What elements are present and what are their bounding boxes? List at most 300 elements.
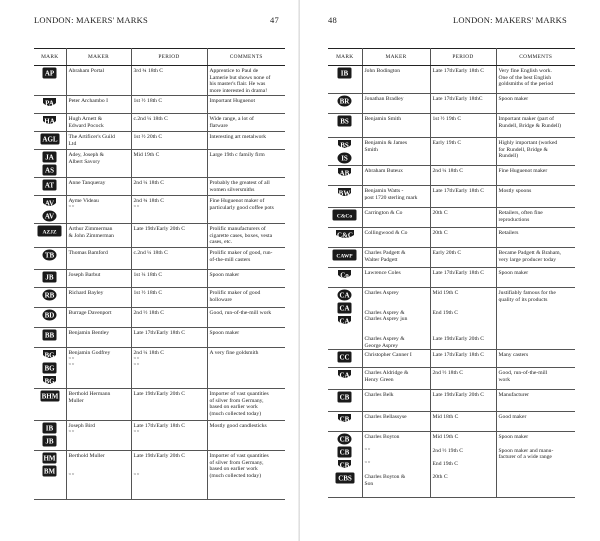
maker-cell bbox=[66, 308, 131, 328]
period-cell-line: Mid 18th C bbox=[432, 414, 459, 421]
period-cell-line: 1st ½ 18th C bbox=[133, 98, 163, 104]
hallmark-stamp bbox=[42, 197, 57, 209]
maker-cell-line: Charles Belk bbox=[364, 392, 394, 399]
period-cell-line bbox=[134, 460, 205, 467]
hallmark-initials: AP bbox=[45, 69, 55, 78]
period-cell-line: 20th C bbox=[432, 473, 448, 480]
hallmark-stamp bbox=[337, 351, 352, 363]
maker-cell-line: Benjamin Watts - bbox=[364, 188, 404, 194]
hallmark-stamp bbox=[42, 179, 57, 191]
comments-cell-line: (much collected today) bbox=[209, 410, 262, 417]
hallmark-initials: AV bbox=[45, 212, 55, 221]
maker-cell bbox=[362, 288, 430, 350]
maker-row bbox=[328, 114, 575, 138]
maker-cell-line bbox=[365, 323, 428, 330]
hallmark-initials: C&C bbox=[336, 231, 353, 240]
maker-cell-line: Charles Asprey & bbox=[364, 336, 405, 343]
maker-cell bbox=[66, 196, 131, 224]
hallmark-initials: AZJZ bbox=[42, 229, 57, 236]
comments-cell-line: Retailers, often fine bbox=[498, 210, 543, 216]
period-cell-line bbox=[433, 467, 494, 474]
hallmark-stamp bbox=[42, 151, 57, 163]
column-header-period: PERIOD bbox=[430, 49, 496, 66]
maker-cell-line: The Artificer's Guild bbox=[68, 134, 115, 140]
maker-row bbox=[34, 421, 285, 451]
comments-cell-line: Manufacturer bbox=[498, 392, 529, 399]
maker-row bbox=[34, 270, 285, 288]
maker-cell bbox=[66, 114, 131, 132]
maker-cell bbox=[362, 208, 430, 228]
period-cell-line: 3rd ¾ 18th C bbox=[133, 68, 164, 74]
period-cell bbox=[131, 224, 207, 248]
hallmark-stamp bbox=[337, 459, 352, 471]
mark-cell bbox=[328, 248, 362, 268]
hallmark-stamp bbox=[337, 446, 352, 458]
maker-cell bbox=[66, 270, 131, 288]
maker-row bbox=[328, 228, 575, 248]
maker-cell-line: Charles Aldridge & bbox=[364, 370, 409, 377]
comments-cell-line: reproductions bbox=[498, 216, 530, 223]
comments-cell bbox=[496, 166, 575, 186]
hallmark-initials: Co bbox=[340, 271, 350, 280]
hallmark-stamp bbox=[42, 435, 57, 447]
hallmark-stamp bbox=[337, 433, 352, 445]
hallmark-initials: BG bbox=[44, 351, 55, 360]
comments-cell-line: Good maker bbox=[498, 414, 527, 421]
period-cell-line: Late 17th/Early 18th C bbox=[432, 188, 484, 194]
hallmark-initials: BS bbox=[340, 117, 350, 126]
mark-cell bbox=[328, 228, 362, 248]
period-cell bbox=[131, 178, 207, 196]
hallmark-initials: AS bbox=[45, 166, 55, 175]
hallmark-stamp bbox=[337, 413, 352, 425]
comments-cell-line: for Rundell, Bridge & bbox=[498, 146, 548, 153]
comments-cell-line: Spoon maker and manu- bbox=[498, 447, 554, 454]
maker-cell bbox=[362, 138, 430, 166]
maker-cell-line: " " bbox=[68, 472, 75, 479]
maker-cell-line: Richard Bayley bbox=[68, 290, 104, 296]
period-cell bbox=[430, 368, 496, 390]
period-cell-line: Late 17th/Early 18thC bbox=[432, 96, 483, 102]
comments-cell bbox=[207, 288, 285, 308]
hallmark-stamp bbox=[42, 465, 57, 477]
maker-row bbox=[34, 248, 285, 270]
maker-cell-line: Charles Asprey jun bbox=[364, 316, 408, 323]
period-cell-line: Late 17th/Early 18th C bbox=[432, 68, 484, 74]
maker-cell-line: Adey, Joseph & bbox=[68, 152, 105, 158]
maker-cell-line: Lawrence Coles bbox=[364, 270, 401, 276]
comments-cell-line: Prolific manufacturers of bbox=[209, 226, 266, 232]
comments-cell bbox=[207, 178, 285, 196]
period-cell-line: Mid 19th C bbox=[432, 290, 459, 296]
maker-row bbox=[328, 166, 575, 186]
maker-cell bbox=[66, 178, 131, 196]
period-cell-line: End 19th C bbox=[432, 309, 458, 316]
hallmark-initials: AT bbox=[45, 181, 55, 190]
mark-cell bbox=[34, 451, 66, 500]
hallmark-initials: BW bbox=[338, 189, 351, 198]
comments-cell-line: Importer of vast quantities bbox=[209, 391, 269, 397]
hallmark-initials: CB bbox=[339, 461, 350, 470]
comments-cell-line: Important Huguenot bbox=[209, 98, 256, 104]
hallmark-stamp bbox=[337, 269, 352, 281]
hallmark-stamp bbox=[42, 362, 57, 374]
comments-cell-line: Large 19th c family firm bbox=[209, 152, 265, 158]
comments-cell bbox=[207, 248, 285, 270]
maker-row bbox=[328, 186, 575, 208]
hallmark-initials: CC bbox=[339, 353, 350, 362]
maker-cell-line: Berthold Hermann bbox=[68, 391, 111, 397]
comments-cell-line: Mostly good candlesticks bbox=[209, 423, 267, 429]
hallmark-stamp bbox=[42, 210, 57, 222]
comments-cell-line: cases, etc. bbox=[209, 239, 233, 246]
right-header-title: LONDON: MAKERS' MARKS bbox=[453, 15, 567, 25]
maker-cell bbox=[362, 94, 430, 114]
maker-cell-line bbox=[365, 454, 428, 461]
period-cell bbox=[131, 196, 207, 224]
maker-cell-line bbox=[365, 297, 428, 304]
period-cell bbox=[430, 186, 496, 208]
maker-cell-line: Collingwood & Co bbox=[364, 230, 408, 236]
comments-cell bbox=[496, 368, 575, 390]
mark-cell bbox=[328, 350, 362, 368]
maker-row bbox=[328, 350, 575, 368]
period-cell-line: Early 20th C bbox=[432, 250, 462, 256]
period-cell-line: Late 19th/Early 20th C bbox=[432, 336, 484, 343]
comments-cell bbox=[207, 389, 285, 421]
maker-cell-line: Charles Padgett & bbox=[364, 250, 406, 256]
mark-cell bbox=[328, 288, 362, 350]
mark-cell bbox=[34, 328, 66, 348]
comments-cell bbox=[207, 328, 285, 348]
maker-cell bbox=[66, 389, 131, 421]
column-header-period: PERIOD bbox=[131, 49, 207, 66]
hallmark-stamp bbox=[40, 390, 60, 402]
mark-cell bbox=[34, 288, 66, 308]
comments-cell-line: cigarette cases, boxes, vesta bbox=[209, 232, 273, 239]
maker-cell-line: Smith bbox=[364, 146, 378, 153]
hallmark-stamp bbox=[335, 229, 355, 241]
hallmark-initials: CA bbox=[339, 304, 350, 313]
comments-cell-line: A very fine goldsmith bbox=[209, 350, 259, 356]
maker-cell bbox=[362, 350, 430, 368]
comments-cell bbox=[496, 208, 575, 228]
maker-cell-line: & John Zimmerman bbox=[68, 232, 114, 239]
hallmark-stamp bbox=[42, 375, 57, 387]
comments-cell-line: work bbox=[498, 376, 510, 383]
period-cell bbox=[131, 328, 207, 348]
maker-row bbox=[328, 138, 575, 166]
comments-cell bbox=[496, 94, 575, 114]
comments-cell-line: of silver from Germany, bbox=[209, 397, 264, 404]
maker-row bbox=[328, 208, 575, 228]
comments-cell-line: of silver from Germany, bbox=[209, 459, 264, 466]
maker-cell-line: Son bbox=[364, 480, 374, 487]
period-cell-line bbox=[134, 466, 205, 473]
maker-row bbox=[34, 389, 285, 421]
period-cell-line: Late 17th/Early 18th C bbox=[133, 330, 185, 336]
comments-cell-line: Spoon maker bbox=[498, 270, 529, 276]
comments-cell bbox=[496, 412, 575, 432]
comments-cell bbox=[496, 390, 575, 412]
maker-cell-line: Charles Bellassyse bbox=[364, 414, 407, 421]
period-cell bbox=[131, 66, 207, 96]
comments-cell-line: Prolific maker of good bbox=[209, 290, 261, 296]
period-cell bbox=[430, 114, 496, 138]
mark-cell bbox=[328, 208, 362, 228]
period-cell-line: 1st ½ 18th C bbox=[133, 290, 163, 296]
hallmark-initials: HA bbox=[44, 117, 55, 126]
period-cell-line bbox=[433, 297, 494, 304]
hallmark-initials: JB bbox=[45, 273, 54, 282]
maker-cell bbox=[362, 268, 430, 288]
comments-cell-line: Spoon maker bbox=[498, 96, 529, 102]
maker-cell-line: " " bbox=[68, 356, 75, 363]
hallmark-stamp bbox=[337, 391, 352, 403]
period-cell bbox=[430, 66, 496, 94]
mark-cell bbox=[34, 66, 66, 96]
period-cell-line: Mid 19th C bbox=[432, 434, 459, 441]
maker-cell-line: Ltd bbox=[68, 140, 77, 147]
hallmark-stamp bbox=[337, 95, 352, 107]
period-cell-line: " " bbox=[133, 204, 140, 211]
comments-cell-line: based on earlier work bbox=[209, 466, 258, 473]
comments-cell-line: more interested in drama! bbox=[209, 87, 268, 94]
period-cell-line: Late 17th/Early 18th C bbox=[133, 423, 185, 429]
column-header-comments: COMMENTS bbox=[207, 49, 285, 66]
maker-row bbox=[328, 94, 575, 114]
maker-cell-line: Benjamin Godfrey bbox=[68, 350, 111, 356]
maker-row bbox=[34, 288, 285, 308]
hallmark-initials: HM bbox=[43, 454, 56, 463]
comments-cell-line: facturer of a wide range bbox=[498, 454, 552, 461]
hallmark-initials: CA bbox=[339, 291, 350, 300]
period-cell-line: Late 19th/Early 20th C bbox=[432, 392, 484, 399]
left-page-number: 47 bbox=[270, 15, 279, 25]
maker-cell-line: Abraham Buteux bbox=[364, 168, 403, 174]
period-cell bbox=[430, 412, 496, 432]
maker-row bbox=[34, 348, 285, 389]
comments-cell-line: goldsmiths of the period bbox=[498, 81, 554, 88]
comments-cell bbox=[496, 350, 575, 368]
maker-cell bbox=[66, 451, 131, 500]
period-cell-line: 1st ¼ 18th C bbox=[133, 272, 163, 278]
comments-cell-line: particularly good coffee pots bbox=[209, 204, 274, 211]
comments-cell-line: very large producer today bbox=[498, 256, 557, 263]
maker-cell bbox=[66, 248, 131, 270]
maker-cell-line: Benjamin Smith bbox=[364, 116, 402, 122]
maker-cell bbox=[362, 166, 430, 186]
mark-cell bbox=[328, 390, 362, 412]
hallmark-initials: CA bbox=[339, 317, 350, 326]
period-cell-line: Early 19th C bbox=[432, 140, 462, 146]
hallmark-stamp bbox=[42, 309, 57, 321]
comments-cell-line: Interesting art metalwork bbox=[209, 134, 267, 140]
hallmark-stamp bbox=[337, 289, 352, 301]
hallmark-initials: C&Co bbox=[337, 213, 353, 220]
hallmark-initials: BS bbox=[340, 141, 350, 150]
hallmark-stamp bbox=[42, 271, 57, 283]
maker-cell bbox=[66, 328, 131, 348]
maker-cell-line: Christopher Canner I bbox=[364, 352, 412, 359]
maker-cell bbox=[362, 390, 430, 412]
period-cell bbox=[131, 150, 207, 178]
hallmark-stamp bbox=[42, 115, 57, 127]
comments-cell bbox=[496, 248, 575, 268]
mark-cell bbox=[34, 196, 66, 224]
right-page bbox=[300, 0, 600, 541]
hallmark-stamp bbox=[42, 67, 57, 79]
hallmark-initials: BG bbox=[44, 364, 55, 373]
hallmark-initials: PA bbox=[45, 99, 55, 108]
maker-cell bbox=[362, 248, 430, 268]
comments-cell-line: Justifiably famous for the bbox=[498, 290, 556, 296]
hallmark-initials: TB bbox=[45, 251, 55, 260]
maker-row bbox=[34, 224, 285, 248]
hallmark-initials: RB bbox=[44, 291, 55, 300]
mark-cell bbox=[328, 186, 362, 208]
period-cell-line bbox=[433, 330, 494, 337]
comments-cell bbox=[207, 421, 285, 451]
comments-cell bbox=[496, 186, 575, 208]
period-cell-line: 2nd ¼ 18th C bbox=[133, 180, 164, 186]
maker-cell bbox=[66, 348, 131, 389]
maker-cell-line: Albert Savory bbox=[68, 158, 101, 165]
hallmark-initials: JB bbox=[45, 437, 54, 446]
period-cell bbox=[131, 288, 207, 308]
comments-cell bbox=[496, 432, 575, 498]
comments-cell bbox=[207, 66, 285, 96]
maker-cell bbox=[362, 412, 430, 432]
maker-cell bbox=[66, 66, 131, 96]
maker-cell-line: Arthur Zimmerman bbox=[68, 226, 113, 232]
maker-cell-line: John Bodington bbox=[364, 68, 401, 74]
maker-row bbox=[34, 114, 285, 132]
maker-cell-line: Henry Green bbox=[364, 376, 394, 383]
maker-row bbox=[34, 150, 285, 178]
period-cell-line: Late 17th/Early 18th C bbox=[432, 270, 484, 276]
maker-row bbox=[328, 248, 575, 268]
period-cell bbox=[131, 451, 207, 500]
period-cell-line: 1st ½ 19th C bbox=[432, 116, 462, 122]
period-cell bbox=[430, 138, 496, 166]
comments-cell-line: Fine Huguenot maker of bbox=[209, 198, 265, 204]
period-cell-line: End 19th C bbox=[432, 460, 458, 467]
period-cell bbox=[131, 114, 207, 132]
period-cell bbox=[430, 432, 496, 498]
maker-cell bbox=[362, 186, 430, 208]
period-cell-line: Late 19th/Early 20th C bbox=[133, 391, 185, 397]
maker-cell-line bbox=[365, 330, 428, 337]
hallmark-initials: JA bbox=[45, 153, 55, 162]
maker-row bbox=[34, 196, 285, 224]
hallmark-stamp bbox=[42, 422, 57, 434]
comments-cell-line: his master's flair. He was bbox=[209, 81, 266, 88]
hallmark-initials: BG bbox=[44, 377, 55, 386]
hallmark-initials: IB bbox=[46, 424, 54, 433]
mark-cell bbox=[34, 132, 66, 150]
period-cell bbox=[131, 389, 207, 421]
hallmark-stamp bbox=[42, 249, 57, 261]
mark-cell bbox=[34, 178, 66, 196]
comments-cell-line: (much collected today) bbox=[209, 472, 262, 479]
period-cell-line: " " bbox=[133, 363, 140, 370]
maker-cell-line: Joseph Bird bbox=[68, 423, 96, 429]
maker-cell-line: Burrage Davenport bbox=[68, 310, 112, 316]
hallmark-stamp bbox=[42, 164, 57, 176]
maker-cell-line: Ayme Videau bbox=[68, 198, 99, 204]
period-cell-line bbox=[433, 323, 494, 330]
hallmark-initials: AV bbox=[45, 199, 55, 208]
comments-cell-line: Prolific maker of good, run- bbox=[209, 250, 273, 256]
comments-cell bbox=[496, 114, 575, 138]
comments-cell-line: Good, run-of-the-mill work bbox=[209, 310, 272, 316]
maker-cell bbox=[362, 432, 430, 498]
period-cell bbox=[430, 94, 496, 114]
maker-cell-line: " " bbox=[68, 363, 75, 370]
comments-cell-line: One of the best English bbox=[498, 74, 552, 81]
mark-cell bbox=[34, 150, 66, 178]
comments-cell bbox=[496, 228, 575, 248]
comments-cell bbox=[207, 451, 285, 500]
maker-cell bbox=[66, 132, 131, 150]
comments-cell-line: Highly important (worked bbox=[498, 140, 558, 146]
maker-cell bbox=[66, 96, 131, 114]
period-cell bbox=[430, 350, 496, 368]
period-cell-line: 2nd ¾ 18th C bbox=[133, 198, 164, 204]
column-header-mark: MARK bbox=[328, 49, 362, 66]
period-cell bbox=[131, 248, 207, 270]
period-cell bbox=[131, 96, 207, 114]
hallmark-stamp bbox=[337, 187, 352, 199]
hallmark-initials: BD bbox=[44, 311, 55, 320]
hallmark-stamp bbox=[42, 329, 57, 341]
period-cell-line bbox=[433, 303, 494, 310]
comments-cell-line: women silversmiths bbox=[209, 186, 255, 193]
comments-cell-line: based on earlier work bbox=[209, 404, 258, 411]
comments-cell-line: Good, run-of-the-mill bbox=[498, 370, 548, 377]
period-cell bbox=[131, 348, 207, 389]
hallmark-initials: AB bbox=[339, 169, 350, 178]
hallmark-initials: CB bbox=[339, 435, 350, 444]
maker-cell-line: George Asprey bbox=[364, 342, 399, 349]
mark-cell bbox=[34, 308, 66, 328]
maker-row bbox=[34, 328, 285, 348]
comments-cell-line: Rundell, Bridge & Rundell) bbox=[498, 122, 561, 129]
hallmark-stamp bbox=[337, 302, 352, 314]
maker-row bbox=[328, 368, 575, 390]
hallmark-stamp bbox=[37, 225, 62, 237]
comments-cell-line: Lamerie but shows none of bbox=[209, 74, 271, 81]
hallmark-initials: CBS bbox=[337, 474, 352, 483]
comments-cell bbox=[207, 348, 285, 389]
comments-cell bbox=[207, 308, 285, 328]
comments-cell-line: of-the-mill casters bbox=[209, 256, 251, 263]
period-cell-line: Late 19th/Early 20th C bbox=[133, 226, 185, 232]
period-cell bbox=[131, 421, 207, 451]
period-cell bbox=[131, 270, 207, 288]
comments-cell-line: Probably the greatest of all bbox=[209, 180, 270, 186]
period-cell-line: 2nd ½ 19th C bbox=[432, 447, 463, 454]
maker-row bbox=[328, 66, 575, 94]
maker-cell bbox=[66, 288, 131, 308]
mark-cell bbox=[34, 421, 66, 451]
period-cell bbox=[430, 208, 496, 228]
hallmark-initials: BM bbox=[44, 467, 56, 476]
hallmark-stamp bbox=[337, 315, 352, 327]
period-cell bbox=[131, 308, 207, 328]
hallmark-stamp bbox=[335, 472, 355, 484]
